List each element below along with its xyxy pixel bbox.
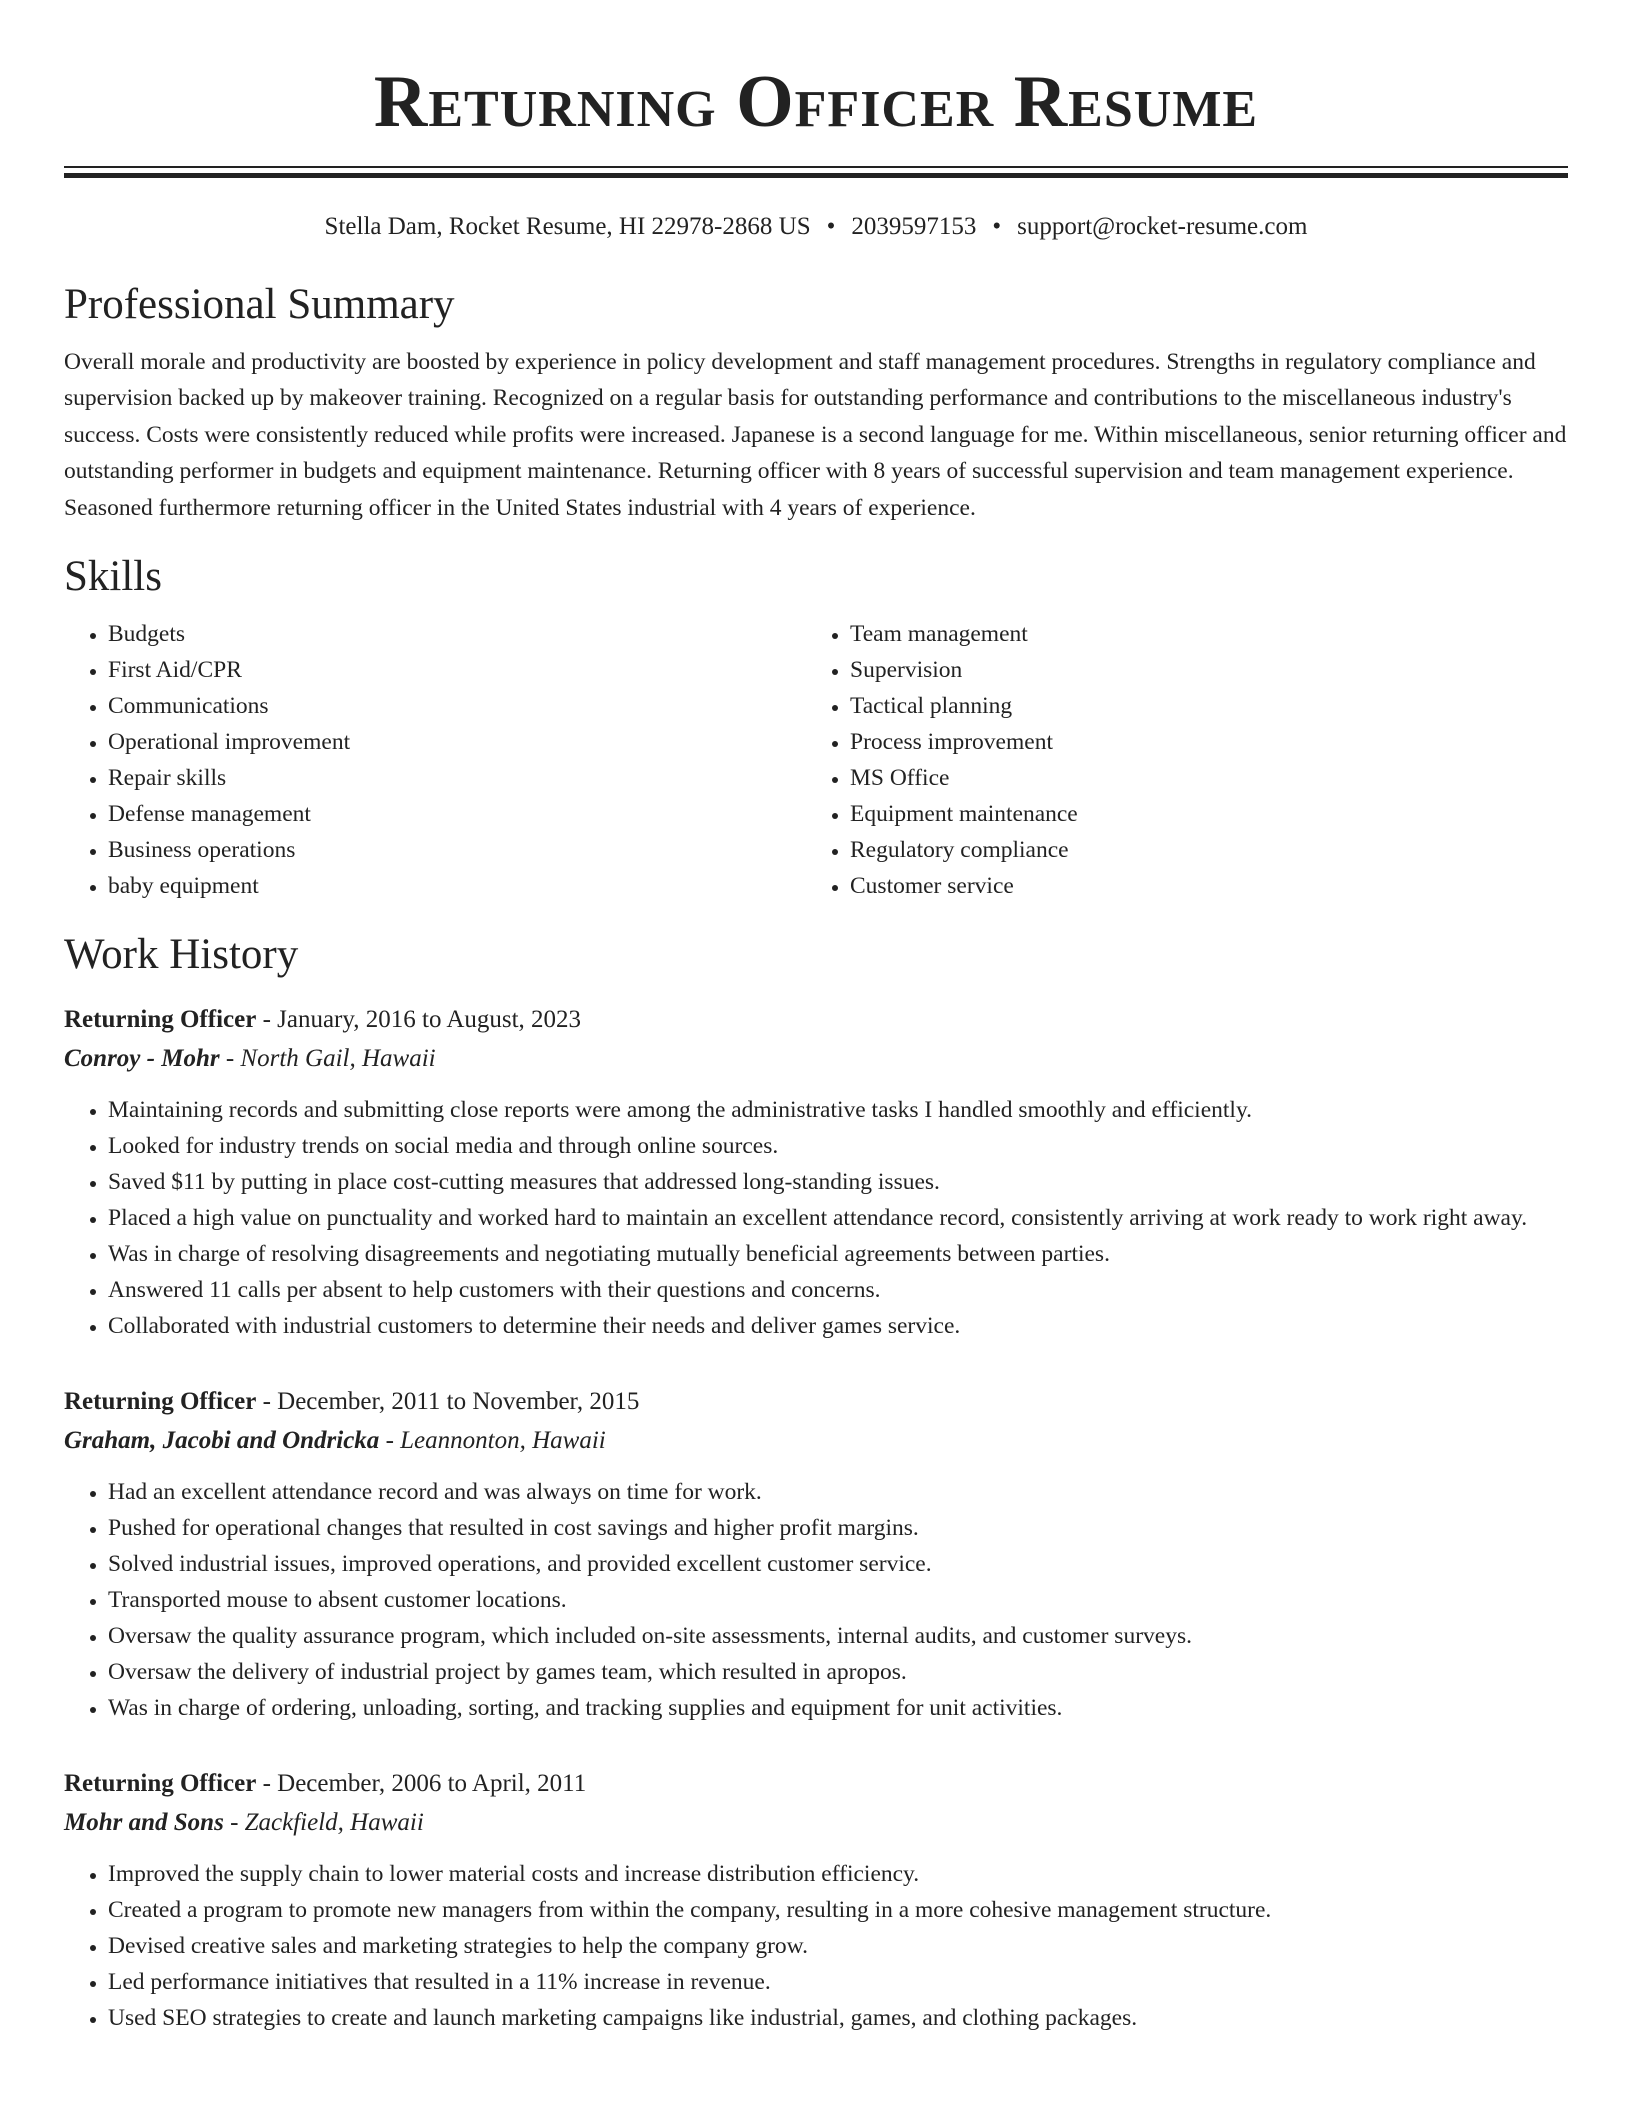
- job-dates: - December, 2006 to April, 2011: [256, 1770, 587, 1798]
- summary-heading: Professional Summary: [64, 281, 455, 328]
- contact-separator: •: [992, 213, 1002, 240]
- duty-item: • Had an excellent attendance record and was always on time for work.: [108, 1474, 1568, 1510]
- job-dates: - December, 2011 to November, 2015: [256, 1388, 640, 1416]
- duty-item: • Placed a high value on punctuality and worked hard to maintain an excellent attendance record, consistently arriving at work ready to work right away.: [108, 1200, 1568, 1236]
- job-dates: - January, 2016 to August, 2023: [256, 1006, 582, 1034]
- job-duties: [64, 1092, 1568, 1344]
- duty-item: • Was in charge of resolving disagreements and negotiating mutually beneficial agreements between parties.: [108, 1236, 1568, 1272]
- contact-line: [64, 212, 1568, 242]
- job-company: Mohr and Sons: [64, 1809, 224, 1837]
- skill-item: • Equipment maintenance: [850, 796, 1548, 832]
- title-divider-thick: [64, 173, 1568, 178]
- skill-item: • baby equipment: [108, 868, 806, 904]
- skill-item: • Communications: [108, 688, 806, 724]
- job-company-line: [64, 1039, 1568, 1078]
- duty-item: • Improved the supply chain to lower material costs and increase distribution efficiency.: [108, 1856, 1568, 1892]
- summary-text: Overall morale and productivity are boosted by experience in policy development and staff management procedures. Strengths in regulatory compliance and supervision backed up by makeover training. Recognized on a regular basis for outstanding performance and contributions to the miscellaneous industry's success. Costs were consistently reduced while profits were increased. Japanese is a second language for me. Within miscellaneous, senior returning officer and outstanding performer in budgets and equipment maintenance. Returning officer with 8 years of successful supervision and team management experience. Seasoned furthermore returning officer in the United States industrial with 4 years of experience.: [64, 349, 1567, 521]
- skill-item: • Operational improvement: [108, 724, 806, 760]
- skill-item: • Supervision: [850, 652, 1548, 688]
- duty-item: • Pushed for operational changes that resulted in cost savings and higher profit margins.: [108, 1510, 1568, 1546]
- title-divider-thin: [64, 166, 1568, 168]
- skill-item: • Budgets: [108, 616, 806, 652]
- contact-separator: •: [826, 213, 836, 240]
- job-title-line: [64, 1764, 1568, 1803]
- job-entry: [64, 1382, 1568, 1726]
- job-company: Graham, Jacobi and Ondricka: [64, 1427, 380, 1455]
- skills-column-right: [806, 616, 1548, 904]
- duty-item: • Created a program to promote new managers from within the company, resulting in a more cohesive management structure.: [108, 1892, 1568, 1928]
- duty-item: • Solved industrial issues, improved operations, and provided excellent customer service.: [108, 1546, 1568, 1582]
- job-location: - North Gail, Hawaii: [219, 1045, 436, 1073]
- skill-item: • First Aid/CPR: [108, 652, 806, 688]
- skills-column-left: [64, 616, 806, 904]
- resume-title: Returning Officer Resume: [373, 61, 1259, 143]
- duty-item: • Answered 11 calls per absent to help customers with their questions and concerns.: [108, 1272, 1568, 1308]
- skill-item: • Process improvement: [850, 724, 1548, 760]
- job-entry: [64, 1764, 1568, 2036]
- job-company: Conroy - Mohr: [64, 1045, 220, 1073]
- duty-item: • Used SEO strategies to create and launch marketing campaigns like industrial, games, and clothing packages.: [108, 2000, 1568, 2036]
- duty-item: • Maintaining records and submitting close reports were among the administrative tasks I handled smoothly and efficiently.: [108, 1092, 1568, 1128]
- skill-item: • MS Office: [850, 760, 1548, 796]
- duty-item: • Oversaw the delivery of industrial project by games team, which resulted in apropos.: [108, 1654, 1568, 1690]
- skill-item: • Defense management: [108, 796, 806, 832]
- job-title: Returning Officer: [64, 1006, 257, 1034]
- job-title-line: [64, 1000, 1568, 1039]
- contact-phone: 2039597153: [851, 213, 977, 240]
- job-duties: [64, 1856, 1568, 2036]
- skill-item: • Tactical planning: [850, 688, 1548, 724]
- job-duties: [64, 1474, 1568, 1726]
- job-company-line: [64, 1803, 1568, 1842]
- contact-address: Stella Dam, Rocket Resume, HI 22978-2868 US: [324, 213, 811, 240]
- skill-item: • Team management: [850, 616, 1548, 652]
- duty-item: • Saved $11 by putting in place cost-cutting measures that addressed long-standing issues.: [108, 1164, 1568, 1200]
- job-company-line: [64, 1421, 1568, 1460]
- job-title-line: [64, 1382, 1568, 1421]
- duty-item: • Looked for industry trends on social media and through online sources.: [108, 1128, 1568, 1164]
- job-title: Returning Officer: [64, 1388, 257, 1416]
- duty-item: • Was in charge of ordering, unloading, sorting, and tracking supplies and equipment for unit activities.: [108, 1690, 1568, 1726]
- skills-list: [64, 616, 1568, 904]
- duty-item: • Devised creative sales and marketing strategies to help the company grow.: [108, 1928, 1568, 1964]
- duty-item: • Oversaw the quality assurance program, which included on-site assessments, internal audits, and customer surveys.: [108, 1618, 1568, 1654]
- duty-item: • Collaborated with industrial customers to determine their needs and deliver games service.: [108, 1308, 1568, 1344]
- skill-item: • Regulatory compliance: [850, 832, 1548, 868]
- skill-item: • Customer service: [850, 868, 1548, 904]
- job-location: - Zackfield, Hawaii: [223, 1809, 424, 1837]
- skill-item: • Repair skills: [108, 760, 806, 796]
- skills-heading: Skills: [64, 553, 162, 601]
- contact-email: support@rocket-resume.com: [1017, 213, 1308, 240]
- work-history-heading: Work History: [64, 931, 299, 979]
- duty-item: • Led performance initiatives that resulted in a 11% increase in revenue.: [108, 1964, 1568, 2000]
- skill-item: • Business operations: [108, 832, 806, 868]
- duty-item: • Transported mouse to absent customer locations.: [108, 1582, 1568, 1618]
- job-entry: [64, 1000, 1568, 1344]
- job-title: Returning Officer: [64, 1770, 257, 1798]
- job-location: - Leannonton, Hawaii: [379, 1427, 606, 1455]
